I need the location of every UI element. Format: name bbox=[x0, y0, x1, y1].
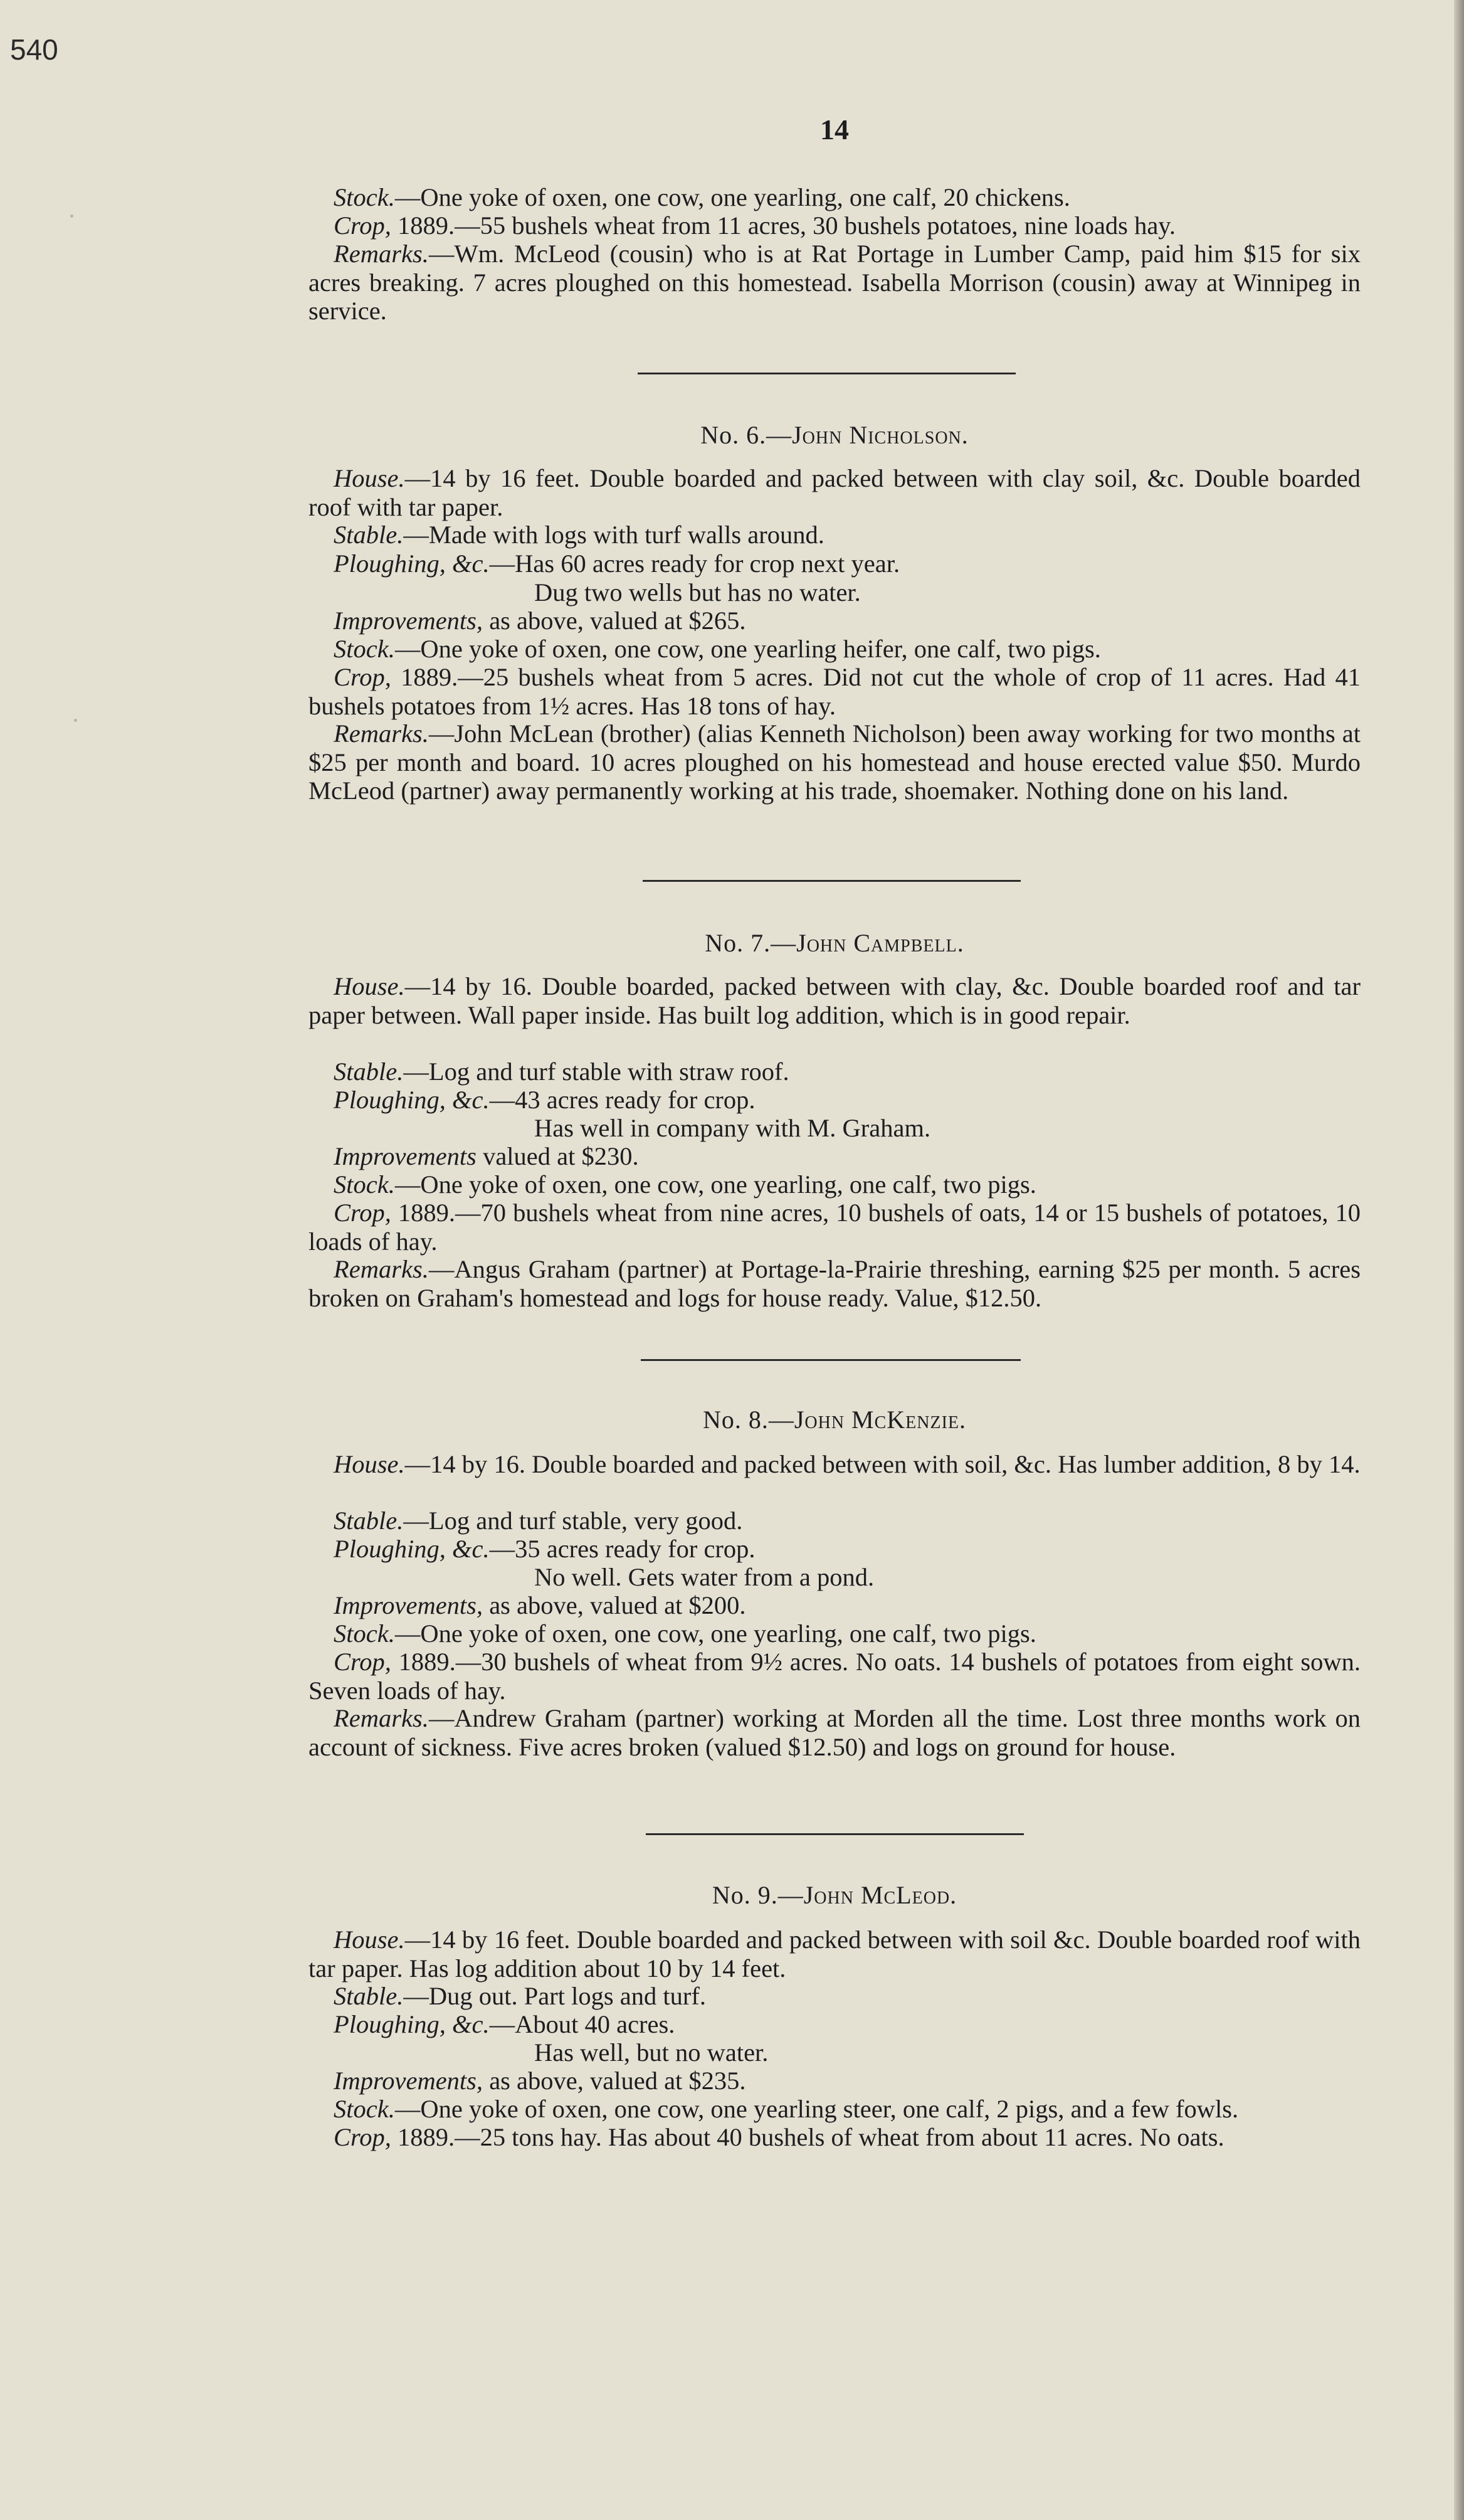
ploughing-label: Ploughing, &c. bbox=[334, 1535, 490, 1563]
improvements-paragraph bbox=[308, 1142, 1361, 1171]
crop-text: 1889.—25 bushels wheat from 5 acres. Did not cut the whole of crop of 11 acres. Had 41 bushels potatoes from 1½ acres. Has 18 tons of hay. bbox=[308, 663, 1361, 720]
crop-paragraph bbox=[308, 1648, 1361, 1705]
ploughing-label: Ploughing, &c. bbox=[334, 2010, 490, 2038]
stable-paragraph bbox=[308, 1982, 1361, 2011]
house-text: —14 by 16. Double boarded, packed between with clay, &c. Double boarded roof and tar paper between. Wall paper inside. Has built log addition, which is in good repair. bbox=[308, 972, 1361, 1029]
stock-text: —One yoke of oxen, one cow, one yearling, one calf, two pigs. bbox=[394, 1619, 1036, 1648]
improvements-text: valued at $230. bbox=[476, 1142, 639, 1170]
paper-speck bbox=[70, 214, 73, 218]
remarks-label: Remarks. bbox=[334, 1255, 429, 1283]
entry-name: John McLeod. bbox=[803, 1881, 957, 1909]
improvements-label: Improvements, bbox=[334, 2067, 483, 2095]
ploughing-text: —About 40 acres. bbox=[489, 2010, 675, 2038]
section-divider bbox=[638, 373, 1016, 374]
house-text: —14 by 16. Double boarded and packed between with soil, &c. Has lumber addition, 8 by 14. bbox=[404, 1450, 1361, 1478]
house-text: —14 by 16 feet. Double boarded and packed between with soil &c. Double boarded roof with tar paper. Has log addition about 10 by 14 feet. bbox=[308, 1925, 1361, 1983]
house-label: House. bbox=[334, 1450, 405, 1478]
house-label: House. bbox=[334, 464, 405, 492]
improvements-paragraph bbox=[308, 1591, 1361, 1620]
ploughing-text: —Has 60 acres ready for crop next year. bbox=[489, 549, 900, 578]
entry-number: No. 6.— bbox=[700, 421, 793, 449]
ploughing-paragraph bbox=[308, 1086, 1361, 1114]
stable-paragraph bbox=[308, 1057, 1361, 1086]
house-label: House. bbox=[334, 972, 405, 1000]
crop-label: Crop, bbox=[334, 2123, 391, 2151]
stock-label: Stock. bbox=[334, 635, 395, 663]
intro-stock bbox=[308, 183, 1361, 212]
remarks-label: Remarks. bbox=[334, 240, 429, 268]
improvements-label: Improvements bbox=[334, 1142, 477, 1170]
entry-heading bbox=[308, 420, 1361, 450]
stock-text: —One yoke of oxen, one cow, one yearling, one calf, 20 chickens. bbox=[394, 183, 1070, 211]
entry-heading bbox=[308, 1880, 1361, 1910]
ploughing-label: Ploughing, &c. bbox=[334, 549, 490, 578]
water-line: Has well, but no water. bbox=[534, 2038, 769, 2067]
entry-number: No. 8.— bbox=[702, 1406, 794, 1434]
house-paragraph bbox=[308, 1925, 1361, 1983]
page-number: 14 bbox=[820, 114, 849, 146]
house-paragraph bbox=[308, 1450, 1361, 1479]
stock-label: Stock. bbox=[334, 183, 395, 211]
remarks-text: —Wm. McLeod (cousin) who is at Rat Portage in Lumber Camp, paid him $15 for six acres breaking. 7 acres ploughed on this homestead. Isabella Morrison (cousin) away at Winnipeg in service. bbox=[308, 240, 1361, 325]
entry-heading bbox=[308, 1405, 1361, 1434]
archive-page-number: 540 bbox=[10, 33, 58, 66]
remarks-paragraph bbox=[308, 1704, 1361, 1761]
improvements-label: Improvements, bbox=[334, 606, 483, 635]
improvements-label: Improvements, bbox=[334, 1591, 483, 1619]
entry-name: John Nicholson. bbox=[792, 421, 969, 449]
section-divider bbox=[641, 1359, 1021, 1361]
intro-remarks bbox=[308, 240, 1361, 326]
crop-text: 1889.—55 bushels wheat from 11 acres, 30 bushels potatoes, nine loads hay. bbox=[391, 211, 1176, 240]
crop-text: 1889.—25 tons hay. Has about 40 bushels of wheat from about 11 acres. No oats. bbox=[391, 2123, 1224, 2151]
stable-label: Stable. bbox=[334, 521, 404, 549]
entry-name: John McKenzie. bbox=[794, 1406, 967, 1434]
crop-label: Crop, bbox=[334, 211, 391, 240]
stock-paragraph bbox=[308, 2095, 1361, 2124]
improvements-paragraph bbox=[308, 2067, 1361, 2095]
stock-label: Stock. bbox=[334, 1170, 395, 1199]
stable-text: —Dug out. Part logs and turf. bbox=[403, 1982, 706, 2010]
section-divider bbox=[646, 1833, 1024, 1835]
stable-text: —Log and turf stable with straw roof. bbox=[403, 1057, 789, 1086]
remarks-text: —John McLean (brother) (alias Kenneth Nicholson) been away working for two months at $25 per month and board. 10 acres ploughed on his homestead and house erected value $50. Murdo McLeod (partner) away permanently working at his trade, shoemaker. Nothing done on his land. bbox=[308, 719, 1361, 805]
intro-crop bbox=[308, 211, 1361, 240]
stable-label: Stable. bbox=[334, 1506, 404, 1535]
crop-text: 1889.—30 bushels of wheat from 9½ acres. No oats. 14 bushels of potatoes from eight sown. Seven loads of hay. bbox=[308, 1648, 1361, 1705]
house-label: House. bbox=[334, 1925, 405, 1954]
improvements-text: as above, valued at $265. bbox=[483, 606, 746, 635]
entry-number: No. 7.— bbox=[705, 929, 797, 957]
crop-label: Crop, bbox=[334, 663, 391, 691]
section-divider bbox=[643, 880, 1021, 882]
improvements-paragraph bbox=[308, 606, 1361, 635]
water-line: Dug two wells but has no water. bbox=[534, 578, 861, 606]
entry-heading bbox=[308, 928, 1361, 958]
stable-paragraph bbox=[308, 1506, 1361, 1535]
paper-speck bbox=[74, 719, 77, 722]
remarks-paragraph bbox=[308, 719, 1361, 805]
remarks-text: —Andrew Graham (partner) working at Morden all the time. Lost three months work on account of sickness. Five acres broken (valued $12.50) and logs on ground for house. bbox=[308, 1704, 1361, 1761]
stable-label: Stable. bbox=[334, 1982, 404, 2010]
stock-paragraph bbox=[308, 1170, 1361, 1199]
crop-label: Crop, bbox=[334, 1199, 391, 1227]
stock-paragraph bbox=[308, 635, 1361, 664]
stock-text: —One yoke of oxen, one cow, one yearling, one calf, two pigs. bbox=[394, 1170, 1036, 1199]
house-paragraph bbox=[308, 972, 1361, 1029]
ploughing-text: —35 acres ready for crop. bbox=[489, 1535, 756, 1563]
remarks-label: Remarks. bbox=[334, 719, 429, 748]
remarks-paragraph bbox=[308, 1255, 1361, 1312]
entry-number: No. 9.— bbox=[712, 1881, 804, 1909]
house-paragraph bbox=[308, 464, 1361, 521]
crop-text: 1889.—70 bushels wheat from nine acres, 10 bushels of oats, 14 or 15 bushels of potatoes, 10 loads of hay. bbox=[308, 1199, 1361, 1256]
stock-label: Stock. bbox=[334, 1619, 395, 1648]
house-text: —14 by 16 feet. Double boarded and packed between with clay soil, &c. Double boarded roof with tar paper. bbox=[308, 464, 1361, 521]
stock-label: Stock. bbox=[334, 2095, 395, 2123]
ploughing-paragraph bbox=[308, 1535, 1361, 1564]
stock-text: —One yoke of oxen, one cow, one yearling heifer, one calf, two pigs. bbox=[394, 635, 1101, 663]
entry-name: John Campbell. bbox=[796, 929, 964, 957]
remarks-label: Remarks. bbox=[334, 1704, 429, 1732]
stable-label: Stable. bbox=[334, 1057, 404, 1086]
water-line: No well. Gets water from a pond. bbox=[534, 1563, 875, 1591]
stable-text: —Log and turf stable, very good. bbox=[403, 1506, 743, 1535]
remarks-text: —Angus Graham (partner) at Portage-la-Prairie threshing, earning $25 per month. 5 acres broken on Graham's homestead and logs for house ready. Value, $12.50. bbox=[308, 1255, 1361, 1312]
crop-paragraph bbox=[308, 1199, 1361, 1256]
improvements-text: as above, valued at $235. bbox=[483, 2067, 746, 2095]
stable-text: —Made with logs with turf walls around. bbox=[403, 521, 824, 549]
water-line: Has well in company with M. Graham. bbox=[534, 1114, 931, 1142]
stable-paragraph bbox=[308, 521, 1361, 549]
improvements-text: as above, valued at $200. bbox=[483, 1591, 746, 1619]
crop-paragraph bbox=[308, 2123, 1361, 2152]
stock-text: —One yoke of oxen, one cow, one yearling steer, one calf, 2 pigs, and a few fowls. bbox=[394, 2095, 1239, 2123]
ploughing-label: Ploughing, &c. bbox=[334, 1086, 490, 1114]
stock-paragraph bbox=[308, 1619, 1361, 1648]
ploughing-paragraph bbox=[308, 549, 1361, 578]
ploughing-text: —43 acres ready for crop. bbox=[489, 1086, 756, 1114]
page-edge-shadow bbox=[1454, 0, 1464, 2520]
crop-paragraph bbox=[308, 663, 1361, 720]
ploughing-paragraph bbox=[308, 2010, 1361, 2039]
crop-label: Crop, bbox=[334, 1648, 391, 1676]
